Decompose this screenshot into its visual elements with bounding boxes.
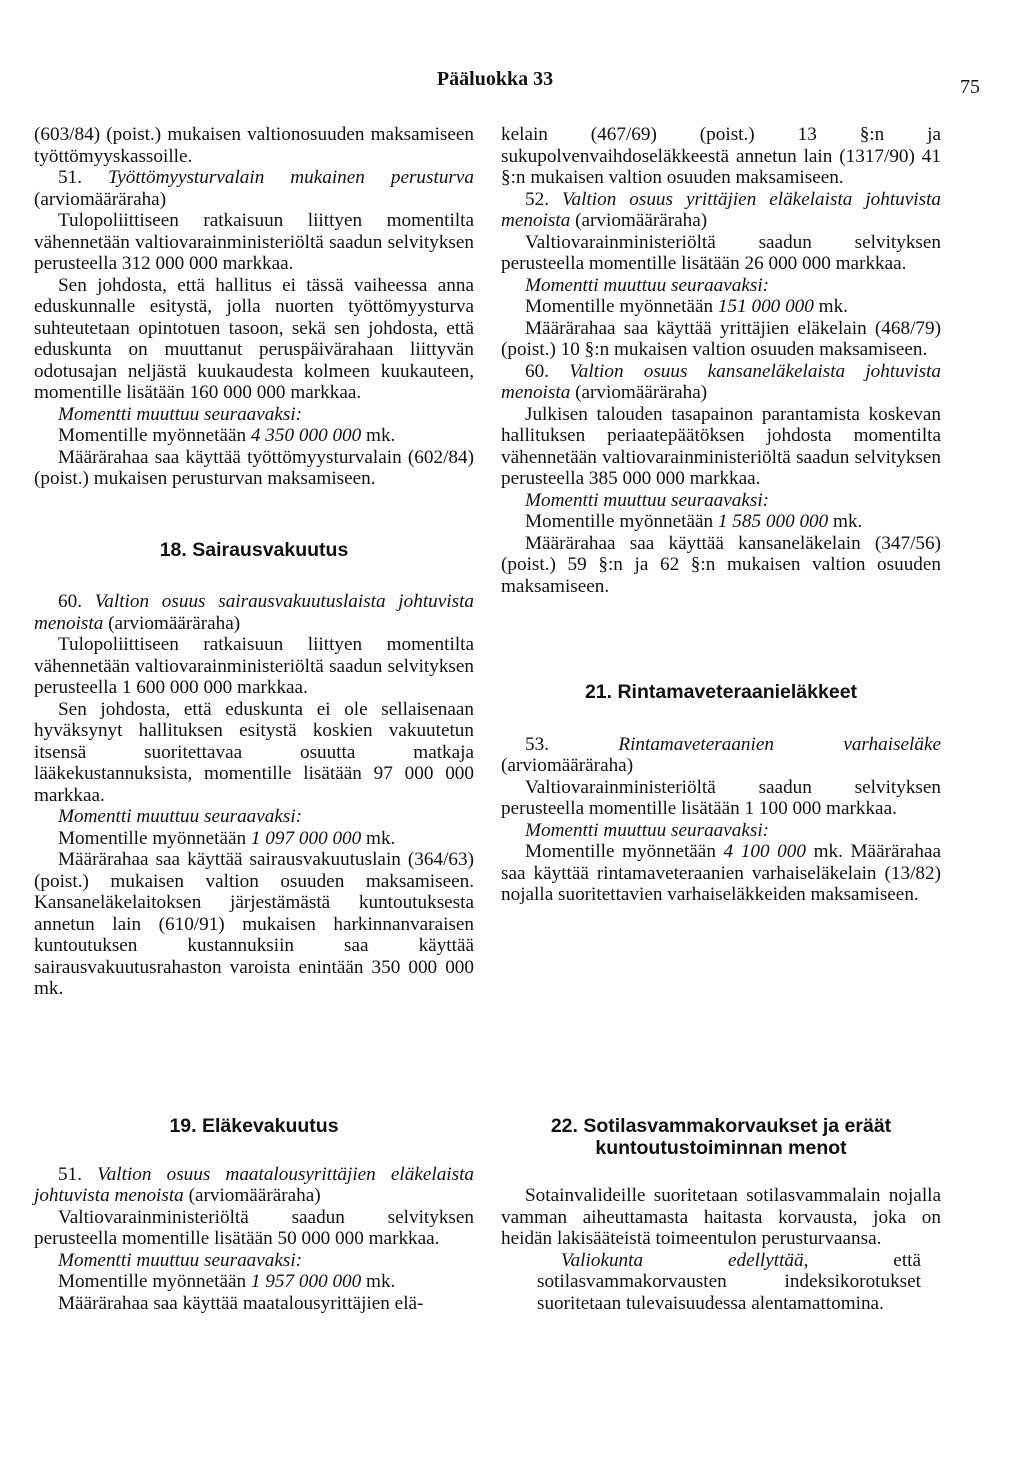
appropriation-line — [34, 1271, 474, 1293]
paragraph: Sotainvalideille suoritetaan sotilasvammalain nojalla vamman aiheuttamasta haitasta korvausta, joka on heidän lakisääteistä toimeentulon perusturvaansa. — [501, 1185, 941, 1249]
item-number: 60. — [58, 591, 82, 612]
item-number: 60. — [525, 360, 549, 382]
appropriation-unit: mk. — [818, 296, 848, 317]
section-heading-18: 18. Sairausvakuutus — [159, 538, 349, 561]
item-52-heading — [501, 189, 941, 232]
right-column — [501, 124, 941, 906]
appropriation-text: Momentille myönnetään — [525, 511, 714, 532]
paragraph: Tulopoliittiseen ratkaisuun liittyen momentilta vähennetään valtiovarainministeriöltä saadun selvityksen perusteella 1 600 000 000 markkaa. — [34, 634, 474, 698]
momentti-label: Momentti muuttuu seuraavaksi: — [525, 819, 770, 841]
paragraph: Määrärahaa saa käyttää yrittäjien eläkelain (468/79) (poist.) 10 §:n mukaisen valtion osuuden maksamiseen. — [501, 317, 941, 360]
committee-statement-text: että sotilasvammakorvausten indeksikorotukset suoritetaan tulevaisuudessa alentamattomina. — [537, 1249, 921, 1314]
momentti-label: Momentti muuttuu seuraavaksi: — [525, 274, 770, 296]
appropriation-unit: mk. — [366, 425, 396, 446]
item-number: 51. — [58, 167, 82, 188]
appropriation-line — [34, 425, 474, 447]
momentti-label: Momentti muuttuu seuraavaksi: — [525, 489, 770, 511]
page-number: 75 — [960, 76, 980, 98]
paragraph: Määrärahaa saa käyttää kansaneläkelain (347/56) (poist.) 59 §:n ja 62 §:n mukaisen valtion osuuden maksamiseen. — [501, 532, 941, 597]
paragraph: Tulopoliittiseen ratkaisuun liittyen momentilta vähennetään valtiovarainministeriöltä saadun selvityksen perusteella 312 000 000 markkaa. — [34, 210, 474, 274]
appropriation-unit: mk. — [366, 827, 396, 849]
paragraph: Määrärahaa saa käyttää työttömyysturvalain (602/84) (poist.) mukaisen perusturvan maksamiseen. — [34, 446, 474, 489]
item-type: (arviomääräraha) — [575, 382, 708, 403]
paragraph: Valtiovarainministeriöltä saadun selvityksen perusteella momentille lisätään 1 100 000 markkaa. — [501, 776, 941, 819]
item-number: 52. — [525, 188, 549, 210]
item-51-heading — [34, 1164, 474, 1207]
appropriation-text: Momentille myönnetään — [525, 841, 716, 862]
paragraph: Valtiovarainministeriöltä saadun selvityksen perusteella momentille lisätään 50 000 000 markkaa. — [34, 1206, 474, 1249]
paragraph: Määrärahaa saa käyttää maatalousyrittäjien elä- — [58, 1292, 424, 1314]
appropriation-text: Momentille myönnetään — [525, 296, 714, 317]
appropriation-line — [501, 296, 941, 318]
paragraph: Määrärahaa saa käyttää sairausvakuutuslain (364/63) (poist.) mukaisen valtion osuuden maksamiseen. Kansaneläkelaitoksen järjestämästä kuntoutuksesta annetun lain (610/91) mukaisen harkinnanvaraisen kuntoutuksen kustannuksiin saa käyttää sairausvakuutusrahaston varoista enintään 350 000 000 mk. — [34, 849, 474, 999]
item-title: Rintamaveteraanien varhaiseläke — [618, 733, 942, 755]
paragraph: Julkisen talouden tasapainon parantamista koskevan hallituksen periaatepäätöksen johdosta momentilta vähennetään valtiovarainministeriöltä saadun selvityksen perusteella 385 000 000 markkaa. — [501, 403, 941, 489]
item-53-heading — [501, 734, 941, 777]
item-51-heading — [34, 167, 474, 210]
item-type: (arviomääräraha) — [108, 612, 241, 634]
item-type: (arviomääräraha) — [575, 210, 708, 231]
left-column — [34, 124, 474, 1000]
appropriation-amount: 1 585 000 000 — [717, 511, 829, 532]
item-60-heading — [501, 361, 941, 404]
item-number: 51. — [58, 1163, 82, 1185]
section-heading-21: 21. Rintamaveteraanieläkkeet — [584, 681, 858, 703]
paragraph: (603/84) (poist.) mukaisen valtionosuuden maksamiseen työttömyyskassoille. — [34, 124, 474, 167]
section-heading-19: 19. Eläkevakuutus — [169, 1115, 339, 1137]
item-number: 53. — [525, 733, 549, 755]
item-type: (arviomääräraha) — [501, 755, 634, 776]
appropriation-text: Momentille myönnetään — [58, 425, 247, 446]
item-60-heading — [34, 591, 474, 634]
appropriation-amount: 1 957 000 000 — [250, 1271, 362, 1292]
appropriation-line — [34, 828, 474, 850]
item-type: (arviomääräraha) — [188, 1185, 321, 1206]
item-title: Valtion osuus sairausvakuutuslaista johtuvista menoista — [34, 591, 474, 634]
appropriation-amount: 151 000 000 — [717, 296, 814, 317]
paragraph: Valtiovarainministeriöltä saadun selvityksen perusteella momentille lisätään 26 000 000 markkaa. — [501, 231, 941, 274]
appropriation-unit: mk. — [366, 1271, 396, 1292]
item-title: Valtion osuus yrittäjien eläkelaista johtuvista menoista — [501, 188, 942, 231]
appropriation-text: Momentille myönnetään — [58, 827, 247, 849]
committee-statement — [501, 1250, 941, 1315]
committee-statement-lead: Valiokunta edellyttää, — [561, 1249, 809, 1271]
item-title: Työttömyysturvalain mukainen perusturva — [107, 167, 474, 188]
appropriation-amount: 4 100 000 — [723, 841, 806, 862]
appropriation-amount: 4 350 000 000 — [250, 425, 362, 446]
paragraph: kelain (467/69) (poist.) 13 §:n ja sukupolvenvaihdoseläkkeestä annetun lain (1317/90) 41 §:n mukaisen valtion osuuden maksamiseen. — [501, 124, 941, 188]
paragraph: Sen johdosta, että eduskunta ei ole sellaisenaan hyväksynyt hallituksen esitystä koskien vakuutetun itsensä suoritettavaa osuutta matkaja lääkekustannuksista, momentille lisätään 97 000 000 markkaa. — [34, 698, 474, 806]
page-header-title: Pääluokka 33 — [436, 68, 554, 90]
appropriation-line — [501, 841, 941, 906]
item-type: (arviomääräraha) — [34, 188, 167, 210]
paragraph: Sen johdosta, että hallitus ei tässä vaiheessa anna eduskunnalle esitystä, jolla nuorten työttömyysturva suhteutetaan opintotuen tasoon, sekä sen johdosta, että eduskunta on muuttanut peruspäivärahaan liittyvän odotusajan neljästä kuukaudesta kolmeen kuukauteen, momentille lisätään 160 000 000 markkaa. — [34, 274, 474, 403]
item-title: Valtion osuus maatalousyrittäjien eläkelaista johtuvista menoista — [34, 1163, 475, 1206]
momentti-label: Momentti muuttuu seuraavaksi: — [58, 1249, 303, 1271]
left-bottom-column — [34, 1116, 474, 1314]
appropriation-text: Momentille myönnetään — [58, 1271, 247, 1292]
right-bottom-column — [501, 1116, 941, 1314]
appropriation-unit: mk. — [833, 511, 863, 532]
item-title: Valtion osuus kansaneläkelaista johtuvista menoista — [501, 360, 942, 403]
appropriation-line — [501, 511, 941, 533]
appropriation-unit: mk. Määrärahaa saa käyttää rintamaveteraanien varhaiseläkelain (13/82) nojalla suoritettavien varhaiseläkkeiden maksamiseen. — [501, 841, 942, 905]
section-heading-22: 22. Sotilasvammakorvaukset ja eräät kuntoutustoiminnan menot — [550, 1115, 892, 1159]
appropriation-amount: 1 097 000 000 — [250, 827, 362, 849]
momentti-label: Momentti muuttuu seuraavaksi: — [58, 806, 303, 827]
momentti-label: Momentti muuttuu seuraavaksi: — [58, 403, 303, 425]
